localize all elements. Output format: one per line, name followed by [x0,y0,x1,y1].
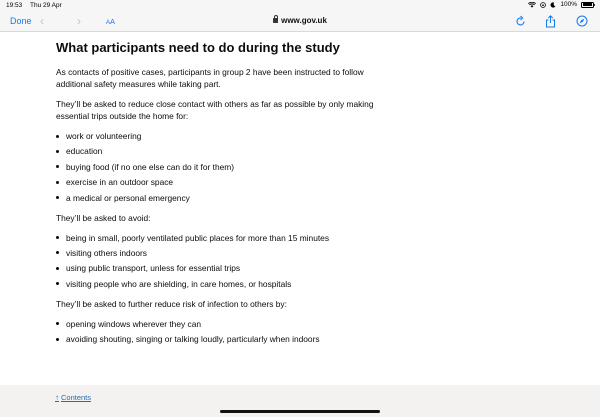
text-size-small-label: A [106,20,111,26]
section1-list [56,130,386,204]
section3-list [56,318,386,345]
status-bar [0,0,600,12]
main-content [56,40,386,353]
list-item: being in small, poorly ventilated public places for more than 15 minutes [56,232,386,244]
list-item: work or volunteering [56,130,386,142]
back-icon[interactable]: ‹ [40,14,44,28]
status-left [6,2,68,9]
footer [0,385,600,417]
section3-intro: They’ll be asked to further reduce risk of infection to others by: [56,298,287,309]
section2-list [56,232,386,290]
reload-icon[interactable] [516,15,526,27]
page-title: What participants need to do during the study [56,40,340,55]
list-item: visiting people who are shielding, in care homes, or hospitals [56,278,386,290]
done-button[interactable]: Done [10,16,32,26]
wifi-icon [528,2,536,8]
list-item: opening windows wherever they can [56,318,386,330]
lock-icon [273,18,278,23]
address-bar[interactable] [0,16,600,25]
moon-icon [550,2,556,8]
url-text: www.gov.uk [281,16,327,25]
contents-link-label: Contents [61,393,92,402]
list-item: exercise in an outdoor space [56,176,386,188]
browser-toolbar [0,12,600,32]
list-item: visiting others indoors [56,247,386,259]
status-time: 19:53 [6,2,23,9]
forward-icon[interactable]: › [77,14,81,28]
list-item: a medical or personal emergency [56,192,386,204]
list-item: education [56,145,386,157]
status-right [528,1,594,8]
share-icon[interactable] [545,15,556,28]
compass-icon[interactable] [576,15,588,27]
battery-icon [581,2,594,8]
list-item: avoiding shouting, singing or talking loudly, particularly when indoors [56,333,386,345]
intro-paragraph: As contacts of positive cases, participants in group 2 have been instructed to follow additional safety measures while taking part. [56,67,364,89]
section2-intro: They’ll be asked to avoid: [56,212,151,223]
list-item: using public transport, unless for essential trips [56,262,386,274]
battery-percent: 100% [560,1,577,8]
contents-link[interactable] [55,393,91,402]
orientation-lock-icon [540,2,546,8]
arrow-up-icon: ↑ [55,393,59,402]
text-size-large-label: A [110,17,116,26]
status-date: Thu 29 Apr [29,2,62,9]
list-item: buying food (if no one else can do it for them) [56,161,386,173]
home-indicator[interactable] [220,410,380,413]
section1-intro: They’ll be asked to reduce close contact with others as far as possible by only making essential trips outside the home for: [56,99,374,121]
